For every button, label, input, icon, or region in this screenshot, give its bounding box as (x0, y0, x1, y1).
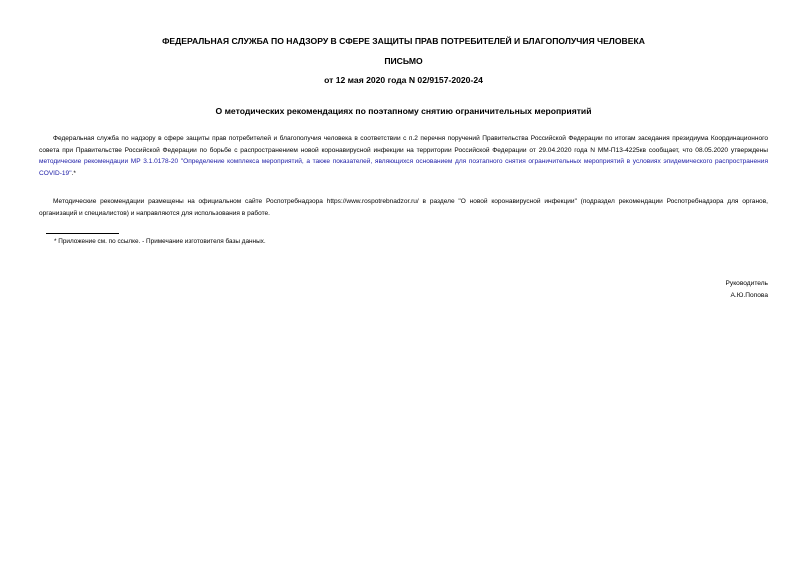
signatory-name: А.Ю.Попова (730, 292, 768, 299)
paragraph-1-text: Федеральная служба по надзору в сфере защиты прав потребителей и благополучия человека в соответствии с п.2 перечня поручений Правительства Российской Федерации по итогам заседания президиума Координационного совета при Правительстве Российской Федерации по борьбе с распространением новой коронавирусной инфекции на территории Российской Федерации от 29.04.2020 года N ММ-П13-4225кв сообщает, что 08.05.2020 утверждены (39, 135, 768, 154)
footnote-divider (46, 233, 119, 234)
guidelines-link[interactable]: методические рекомендации МР 3.1.0178-20 "Определение комплекса мероприятий, а также показателей, являющихся основанием для поэтапного снятия ограничительных мероприятий в условиях эпидемического распространения COVID-19" (39, 158, 768, 177)
document-type: ПИСЬМО (384, 56, 423, 66)
paragraph-1-end: .* (71, 169, 76, 177)
document-subject: О методических рекомендациях по поэтапному снятию ограничительных мероприятий (215, 106, 592, 116)
body-paragraph-2: Методические рекомендации размещены на официальном сайте Роспотребнадзора https://www.rospotrebnadzor.ru/ в разделе "О новой коронавирусной инфекции" (подраздел рекомендации Роспотребнадзора для органов, организаций и специалистов) и направляются для использования в работе. (39, 198, 768, 217)
footnote: * Приложение см. по ссылке. - Примечание изготовителя базы данных. (54, 238, 266, 245)
signatory-title: Руководитель (725, 280, 768, 287)
agency-heading: ФЕДЕРАЛЬНАЯ СЛУЖБА ПО НАДЗОРУ В СФЕРЕ ЗАЩИТЫ ПРАВ ПОТРЕБИТЕЛЕЙ И БЛАГОПОЛУЧИЯ ЧЕЛОВЕКА (162, 36, 645, 46)
document-reference: от 12 мая 2020 года N 02/9157-2020-24 (324, 75, 483, 85)
body-paragraph-1 (39, 133, 768, 179)
